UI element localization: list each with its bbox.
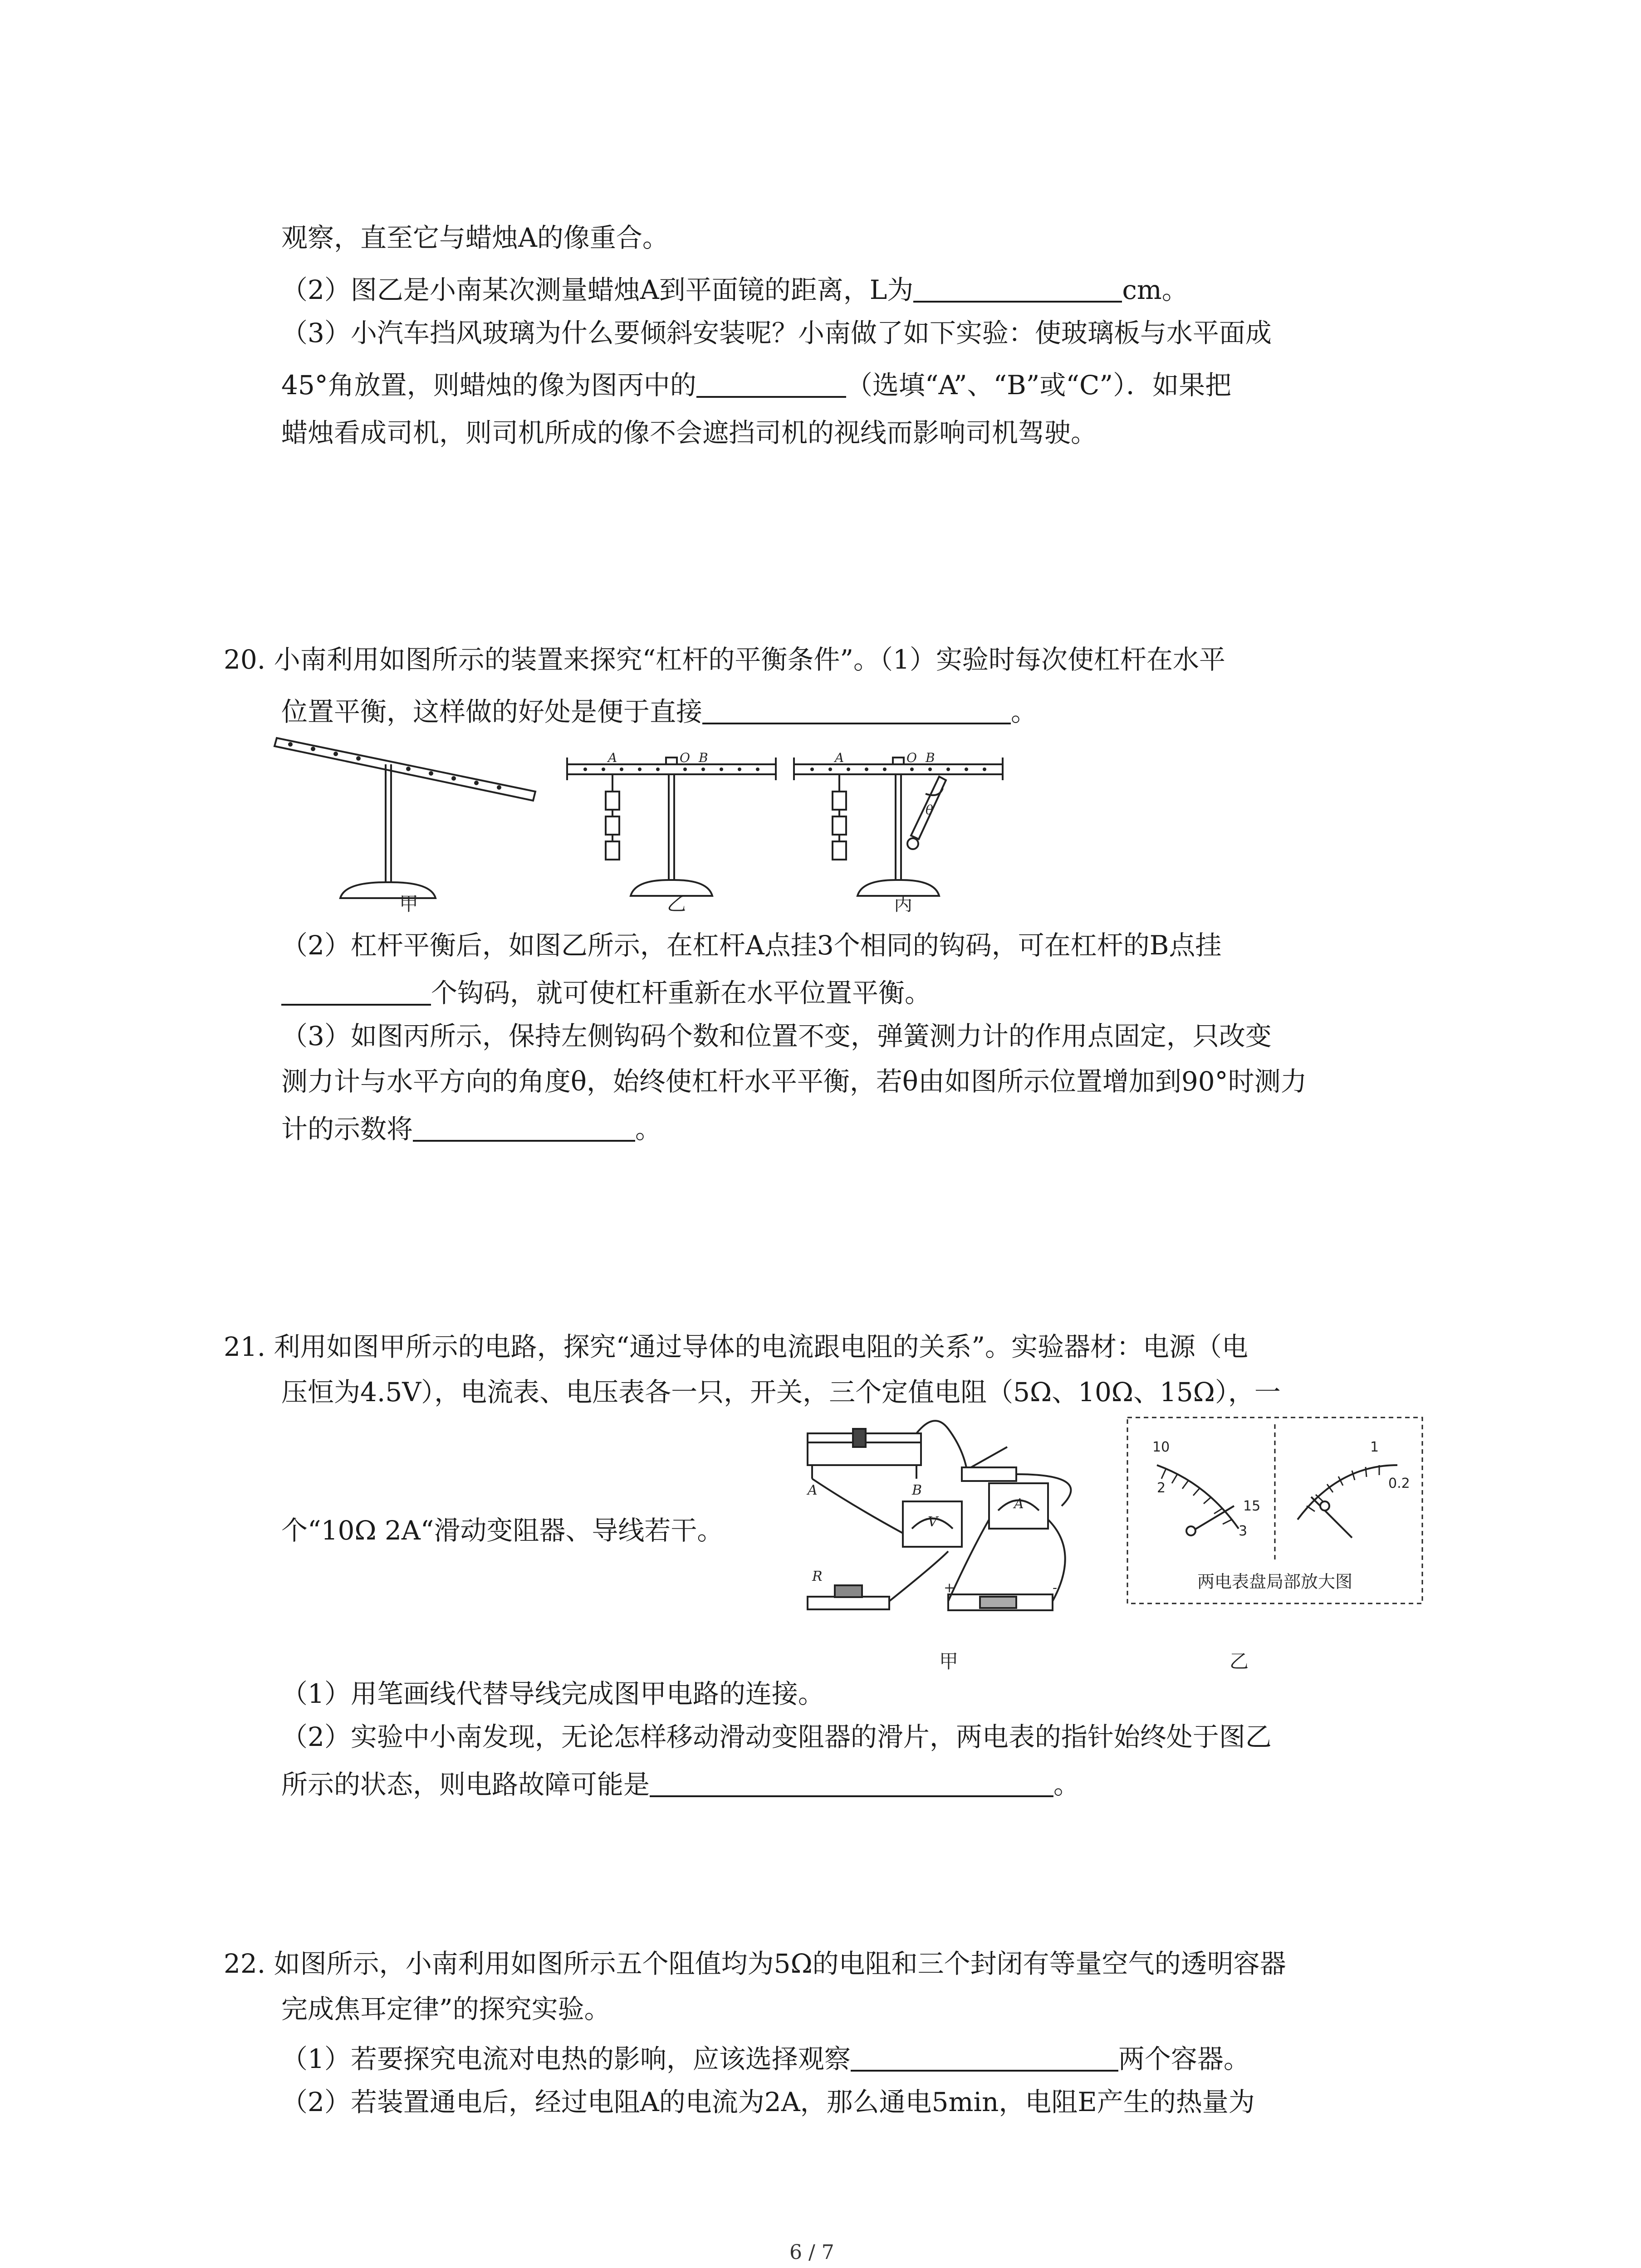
q19-part3-line2: 45°角放置，则蜡烛的像为图丙中的 （选填“A”、“B”或“C”）．如果把	[281, 370, 1232, 401]
fig-label-jia: 甲	[939, 1650, 959, 1672]
q20-part3-line3: 计的示数将 。	[281, 1114, 662, 1144]
terminal-label-a: A	[808, 1482, 818, 1498]
point-label-a: A	[835, 750, 844, 765]
answer-blank[interactable]	[913, 277, 1122, 303]
q22-stem-line1: 22. 如图所示，小南利用如图所示五个阻值均为5Ω的电阻和三个封闭有等量空气的透明容器	[224, 1948, 1286, 1979]
q20-stem-line2: 位置平衡，这样做的好处是便于直接 。	[281, 696, 1038, 727]
battery-plus: +	[944, 1580, 955, 1596]
page-number: 6 / 7	[789, 2241, 834, 2264]
closeup-caption: 两电表盘局部放大图	[1197, 1572, 1353, 1592]
q19-part3-line3: 蜡烛看成司机，则司机所成的像不会遮挡司机的视线而影响司机驾驶。	[281, 417, 1097, 448]
fig-label-yi: 乙	[1230, 1650, 1249, 1672]
right-meter-1: 1	[1370, 1439, 1379, 1455]
point-label-b: B	[926, 750, 935, 765]
left-meter-10: 10	[1152, 1439, 1170, 1455]
q21-stem-line1: 21. 利用如图甲所示的电路，探究“通过导体的电流跟电阻的关系”。实验器材：电源（电	[224, 1331, 1248, 1362]
answer-blank[interactable]	[281, 980, 431, 1006]
q20-part2-line1: （2）杠杆平衡后，如图乙所示，在杠杆A点挂3个相同的钩码，可在杠杆的B点挂	[281, 930, 1222, 961]
answer-blank[interactable]	[702, 699, 1011, 724]
q21-part2-line1: （2）实验中小南发现，无论怎样移动滑动变阻器的滑片，两电表的指针始终处于图乙	[281, 1721, 1272, 1752]
fig-label-yi: 乙	[667, 893, 686, 915]
q21-part1: （1）用笔画线代替导线完成图甲电路的连接。	[281, 1678, 824, 1709]
q22-stem-line2: 完成焦耳定律”的探究实验。	[281, 1994, 611, 2024]
answer-blank[interactable]	[650, 1772, 1053, 1797]
left-meter-2: 2	[1157, 1480, 1166, 1496]
q20-part3-line2: 测力计与水平方向的角度θ，始终使杠杆水平平衡，若θ由如图所示位置增加到90°时测力	[281, 1066, 1307, 1097]
point-label-o: O	[906, 750, 917, 765]
q20-stem-line1: 20. 小南利用如图所示的装置来探究“杠杆的平衡条件”。（1）实验时每次使杠杆在水平	[224, 644, 1225, 675]
voltmeter-label: V	[928, 1514, 938, 1530]
point-label-b: B	[699, 750, 708, 765]
circuit-figure-jia	[798, 1415, 1116, 1642]
q19-part3-line1: （3）小汽车挡风玻璃为什么要倾斜安装呢？小南做了如下实验：使玻璃板与水平面成	[281, 318, 1272, 348]
q21-stem-line2: 压恒为4.5V），电流表、电压表各一只，开关，三个定值电阻（5Ω、10Ω、15Ω），一	[281, 1377, 1281, 1408]
point-label-a: A	[608, 750, 617, 765]
battery-minus: -	[1053, 1580, 1058, 1596]
fig-label-bing: 丙	[894, 893, 913, 915]
terminal-label-b: B	[912, 1482, 922, 1498]
angle-label-theta: θ	[926, 802, 933, 817]
left-meter-15: 15	[1243, 1498, 1261, 1514]
lever-figure-bing	[789, 748, 1007, 903]
answer-blank[interactable]	[696, 372, 846, 398]
q19-part2: （2）图乙是小南某次测量蜡烛A到平面镜的距离，L为 cm。	[281, 274, 1188, 305]
right-meter-0-2: 0.2	[1388, 1476, 1410, 1491]
q20-part2-line2: 个钩码，就可使杠杆重新在水平位置平衡。	[281, 980, 931, 1006]
left-meter-3: 3	[1239, 1523, 1248, 1539]
ammeter-label: A	[1014, 1496, 1024, 1512]
meter-closeup-figure-yi	[1125, 1415, 1425, 1606]
resistor-label-r: R	[812, 1569, 823, 1584]
lever-figure-jia	[272, 733, 544, 905]
point-label-o: O	[680, 750, 690, 765]
q22-part2: （2）若装置通电后，经过电阻A的电流为2A，那么通电5min，电阻E产生的热量为	[281, 2087, 1255, 2117]
q21-stem-line3: 个“10Ω 2A“滑动变阻器、导线若干。	[281, 1515, 724, 1546]
answer-blank[interactable]	[413, 1116, 635, 1142]
fig-label-jia: 甲	[399, 893, 419, 915]
q20-part3-line1: （3）如图丙所示，保持左侧钩码个数和位置不变，弹簧测力计的作用点固定，只改变	[281, 1021, 1272, 1051]
lever-figure-yi	[563, 748, 780, 903]
q21-part2-line2: 所示的状态，则电路故障可能是 。	[281, 1769, 1080, 1800]
q19-continuation: 观察，直至它与蜡烛A的像重合。	[281, 222, 669, 253]
answer-blank[interactable]	[851, 2046, 1118, 2072]
q22-part1: （1）若要探究电流对电热的影响，应该选择观察 两个容器。	[281, 2043, 1250, 2074]
